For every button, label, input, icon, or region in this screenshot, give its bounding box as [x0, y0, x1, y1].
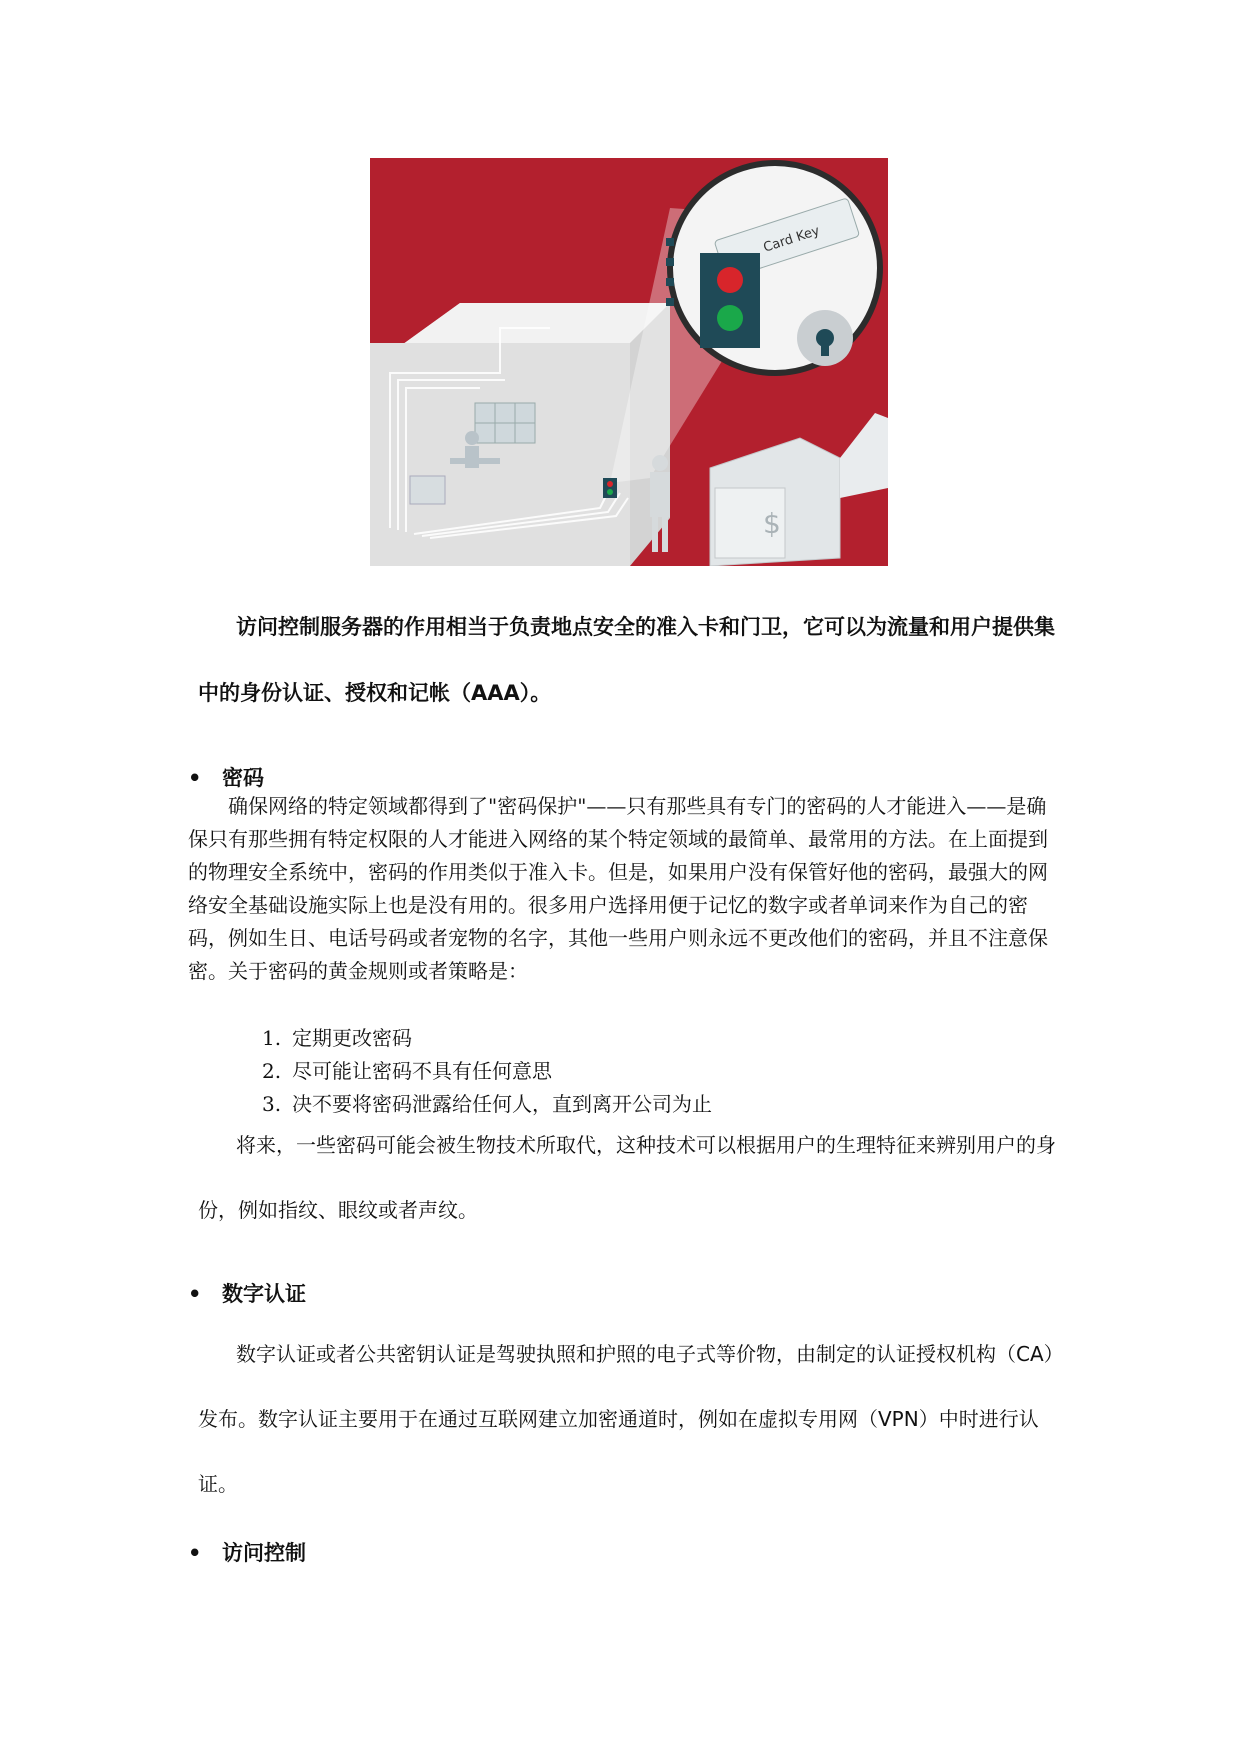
biometrics-paragraph: 将来，一些密码可能会被生物技术所取代，这种技术可以根据用户的生理特征来辨别用户的身份，例如指纹、眼纹或者声纹。: [198, 1133, 1056, 1222]
bullet-dot: •: [188, 1282, 202, 1306]
zoom-callout: [666, 163, 880, 373]
section-heading-password: [188, 762, 264, 792]
password-rules-list: [262, 1022, 712, 1121]
bullet-dot: •: [188, 1541, 202, 1565]
bullet-dot: •: [188, 766, 202, 790]
figure-caption: 访问控制服务器的作用相当于负责地点安全的准入卡和门卫，它可以为流量和用户提供集中的身份认证、授权和记帐（AAA）。: [198, 615, 1055, 705]
section-title: 密码: [222, 766, 264, 790]
dollar-sign: $: [763, 507, 781, 540]
list-item: 3. 决不要将密码泄露给任何人，直到离开公司为止: [262, 1092, 712, 1116]
card-key-label: Card Key: [761, 223, 822, 256]
server-box: [410, 476, 445, 504]
list-item: 1. 定期更改密码: [262, 1026, 412, 1050]
red-light: [717, 267, 743, 293]
section-heading-access-control: [188, 1537, 306, 1567]
list-item: 2. 尽可能让密码不具有任何意思: [262, 1059, 552, 1083]
section-title: 数字认证: [222, 1282, 306, 1306]
access-control-illustration: [370, 158, 888, 566]
password-body: 确保网络的特定领域都得到了"密码保护"——只有那些具有专门的密码的人才能进入——是确保只有那些拥有特定权限的人才能进入网络的某个特定领域的最简单、最常用的方法。在上面提到的物理安全系统中，密码的作用类似于准入卡。但是，如果用户没有保管好他的密码，最强大的网络安全基础设施实际上也是没有用的。很多用户选择用便于记忆的数字或者单词来作为自己的密码，例如生日、电话号码或者宠物的名字，其他一些用户则永远不更改他们的密码，并且不注意保密。关于密码的黄金规则或者策略是：: [188, 794, 1048, 983]
section-heading-digital-cert: [188, 1278, 306, 1308]
green-light: [717, 305, 743, 331]
digital-cert-body: 数字认证或者公共密钥认证是驾驶执照和护照的电子式等价物，由制定的认证授权机构（CA）发布。数字认证主要用于在通过互联网建立加密通道时，例如在虚拟专用网（VPN）中时进行认证。: [198, 1342, 1054, 1496]
section-title: 访问控制: [222, 1541, 306, 1565]
video-wall: [475, 403, 535, 443]
